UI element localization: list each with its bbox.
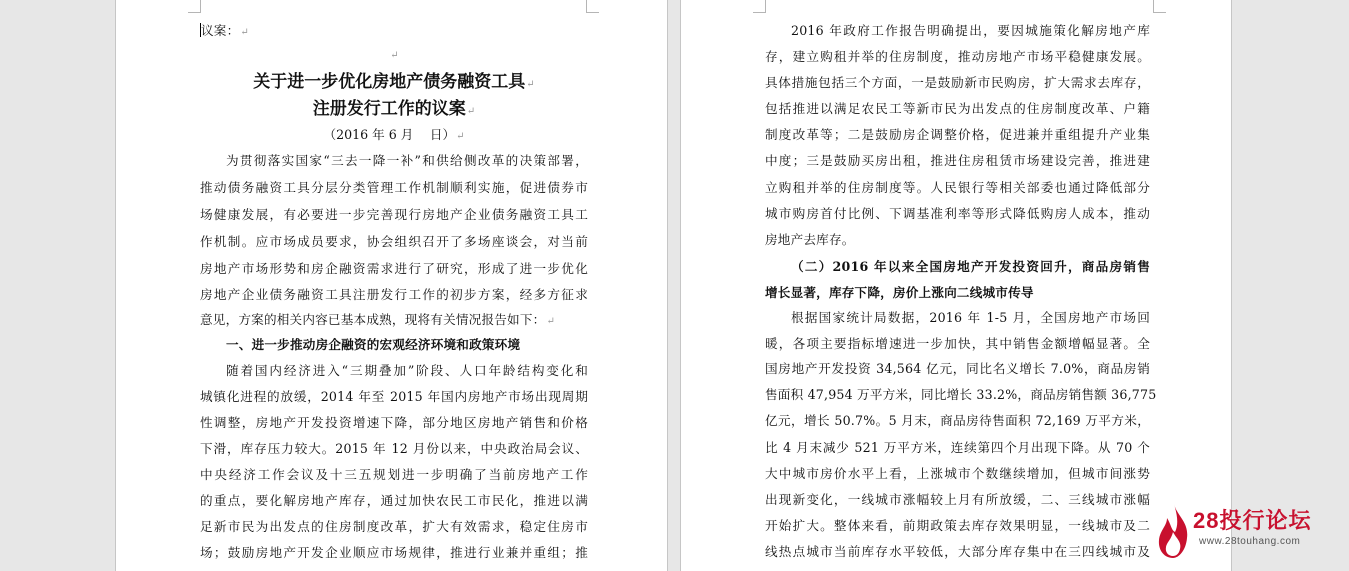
body-line: 场；鼓励房地产开发企业顺应市场规律，推进行业兼并重组；推 (200, 545, 588, 560)
body-line: 房地产企业债务融资工具注册发行工作的初步方案，经多方征求 (200, 287, 588, 302)
document-page-left[interactable] (115, 0, 668, 571)
body-line: 比 4 月末减少 521 万平方米，连续第四个月出现下降。从 70 个 (765, 440, 1150, 455)
body-line: 开始扩大。整体来看，前期政策去库存效果明显，一线城市及二 (765, 518, 1150, 533)
section-heading: （二）2016 年以来全国房地产开发投资回升，商品房销售 (791, 259, 1150, 274)
body-line: 中央经济工作会议及十三五规划进一步明确了当前房地产工作 (200, 467, 588, 482)
body-line: 推动债务融资工具分层分类管理工作机制顺利实施，促进债券市 (200, 180, 588, 195)
body-line: 房地产市场形势和房企融资需求进行了研究，形成了进一步优化 (200, 261, 588, 276)
body-line: 足新市民为出发点的住房制度改革，扩大有效需求，稳定住房市 (200, 519, 588, 534)
body-line: 的重点，要化解房地产库存，通过加快农民工市民化，推进以满 (200, 493, 588, 508)
document-date: （2016 年 6 月 日）↵ (323, 127, 465, 142)
flame-icon (1155, 502, 1193, 562)
body-line: 国房地产开发投资 34,564 亿元，同比名义增长 7.0%，商品房销 (765, 361, 1150, 376)
body-line: 城镇化进程的放缓，2014 年至 2015 年国内房地产市场出现周期 (200, 389, 588, 404)
body-line: 房地产去库存。 (765, 232, 855, 247)
body-line: 场健康发展，有必要进一步完善现行房地产企业债务融资工具工 (200, 207, 588, 222)
body-line: 售面积 47,954 万平方米，同比增长 33.2%，商品房销售额 36,775 (765, 387, 1157, 402)
body-line: 2016 年政府工作报告明确提出，要因城施策化解房地产库 (791, 23, 1150, 38)
body-line: 具体措施包括三个方面，一是鼓励新市民购房，扩大需求去库存， (765, 75, 1150, 90)
body-line: 作机制。应市场成员要求，协会组织召开了多场座谈会，对当前 (200, 234, 588, 249)
forum-watermark-logo (1155, 496, 1345, 568)
body-line: 中度；三是鼓励买房出租，推进住房租赁市场建设完善，推进建 (765, 153, 1150, 168)
empty-paragraph: ↵ (390, 50, 399, 61)
body-line: 大中城市房价水平上看，上涨城市个数继续增加，但城市间涨势 (765, 466, 1150, 481)
body-line: 意见，方案的相关内容已基本成熟，现将有关情况报告如下：↵ (200, 312, 556, 327)
body-line: 性调整，房地产开发投资增速下降，部分地区房地产销售和价格 (200, 415, 588, 430)
body-line: 出现新变化，一线城市涨幅较上月有所放缓，二、三线城市涨幅 (765, 492, 1150, 507)
body-line: 暖，各项主要指标增速进一步加快，其中销售金额增幅显著。全 (765, 336, 1150, 351)
crop-mark (586, 0, 599, 13)
body-line: 为贯彻落实国家“三去一降一补”和供给侧改革的决策部署， (226, 153, 588, 168)
crop-mark (1153, 0, 1166, 13)
body-line: 存，建立购租并举的住房制度，推动房地产市场平稳健康发展。 (765, 49, 1150, 64)
text-line: 议案：↵ (201, 23, 249, 38)
body-line: 随着国内经济进入“三期叠加”阶段、人口年龄结构变化和 (226, 363, 588, 378)
body-line: 根据国家统计局数据，2016 年 1-5 月，全国房地产市场回 (791, 310, 1150, 325)
body-line: 亿元，增长 50.7%。5 月末，商品房待售面积 72,169 万平方米， (765, 413, 1150, 428)
body-line: 包括推进以满足农民工等新市民为出发点的住房制度改革、户籍 (765, 101, 1150, 116)
body-line: 城市购房首付比例、下调基准利率等形式降低购房人成本，推动 (765, 206, 1150, 221)
body-line: 下滑，库存压力较大。2015 年 12 月份以来，中央政治局会议、 (200, 441, 588, 456)
document-title: 关于进一步优化房地产债务融资工具↵ (253, 72, 535, 92)
section-heading: 一、进一步推动房企融资的宏观经济环境和政策环境 (226, 337, 521, 352)
body-line: 线热点城市当前库存水平较低，大部分库存集中在三四线城市及 (765, 544, 1150, 559)
body-line: 立购租并举的住房制度等。人民银行等相关部委也通过降低部分 (765, 180, 1150, 195)
crop-mark (188, 0, 201, 13)
forum-url: www.28touhang.com (1199, 536, 1301, 547)
body-line: 制度改革等；二是鼓励房企调整价格，促进兼并重组提升产业集 (765, 127, 1150, 142)
document-title: 注册发行工作的议案↵ (312, 99, 476, 119)
document-page-right[interactable] (680, 0, 1232, 571)
crop-mark (753, 0, 766, 13)
section-heading: 增长显著，库存下降，房价上涨向二线城市传导 (765, 285, 1034, 300)
forum-name: 28投行论坛 (1193, 508, 1312, 533)
